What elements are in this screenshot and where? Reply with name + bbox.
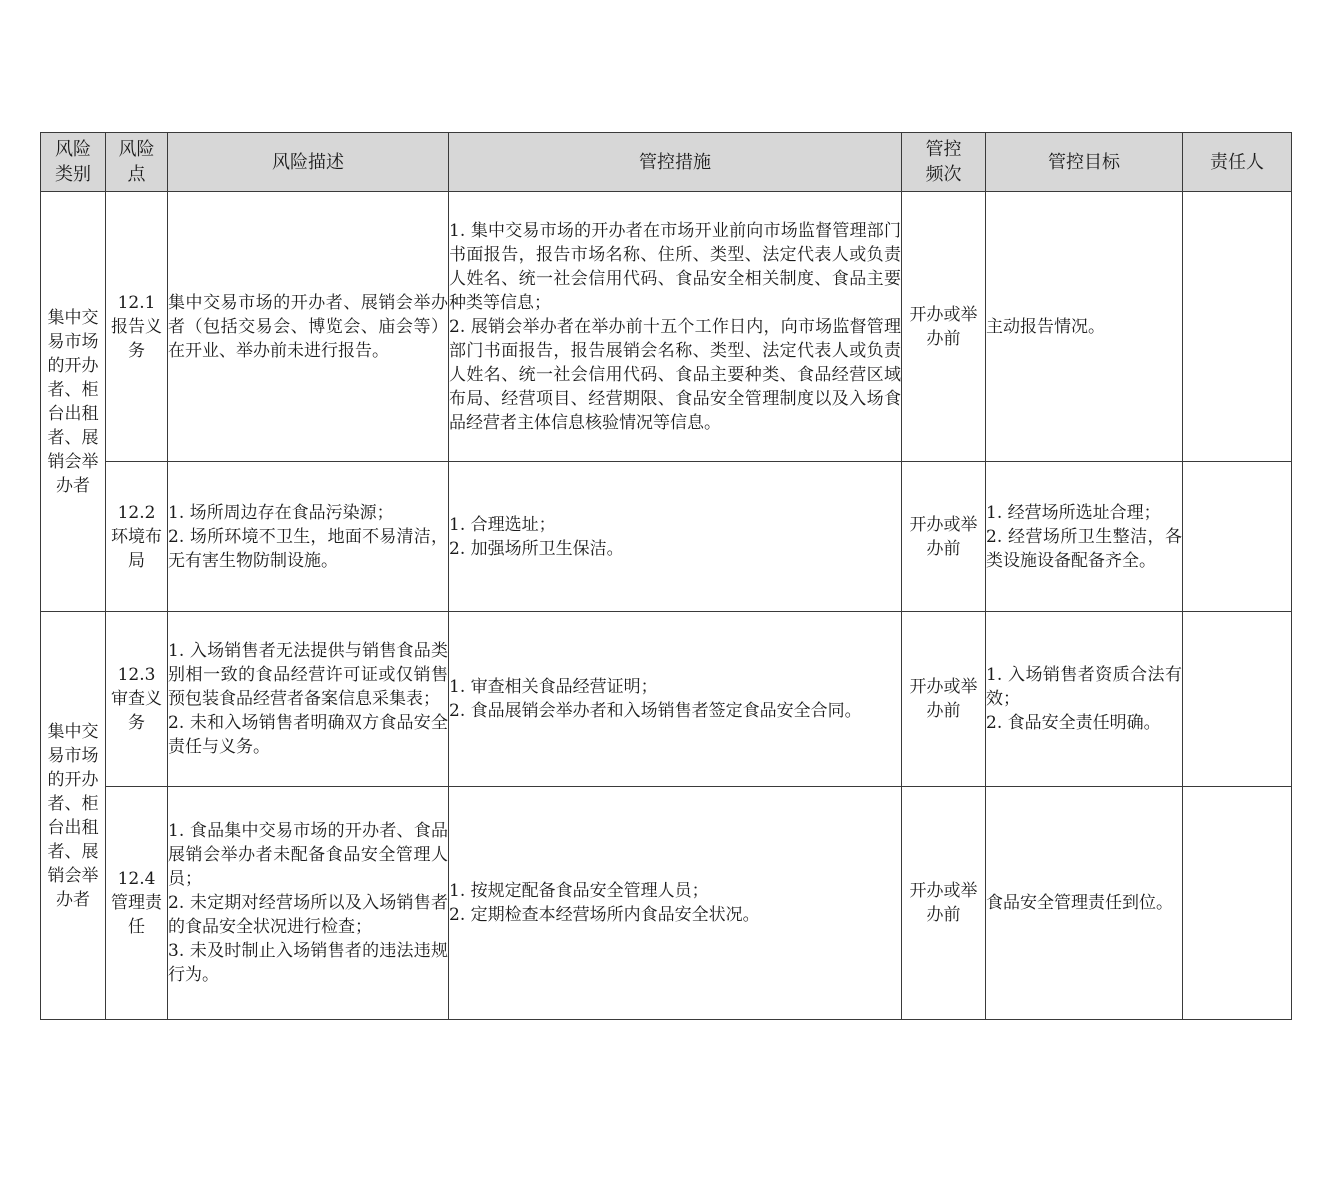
description-line: 集中交易市场的开办者、展销会举办者（包括交易会、博览会、庙会等）在开业、举办前未进行报告。 [168, 292, 448, 361]
table-row [41, 612, 1292, 787]
risk-point-cell [106, 462, 168, 612]
risk-control-table [40, 132, 1292, 1020]
description-line: 1. 场所周边存在食品污染源； [168, 502, 394, 523]
target-line: 食品安全管理责任到位。 [986, 893, 1173, 913]
header-category: 风险类别 [41, 133, 106, 192]
target-line: 2. 食品安全责任明确。 [986, 713, 1161, 733]
measure-line: 1. 审查相关食品经营证明； [449, 677, 658, 697]
control-frequency-cell: 开办或举办前 [902, 612, 986, 787]
risk-point-cell [106, 787, 168, 1020]
measure-line: 2. 加强场所卫生保洁。 [449, 538, 624, 559]
description-line: 1. 入场销售者无法提供与销售食品类别相一致的食品经营许可证或仅销售预包装食品经营者备案信息采集表； [168, 641, 448, 709]
table-row [41, 462, 1292, 612]
risk-description-cell [168, 192, 449, 462]
risk-point-cell [106, 192, 168, 462]
description-line: 2. 未和入场销售者明确双方食品安全责任与义务。 [168, 713, 448, 757]
risk-point-name: 报告义务 [111, 316, 162, 361]
measure-line: 1. 集中交易市场的开办者在市场开业前向市场监督管理部门书面报告，报告市场名称、住所、类型、法定代表人或负责人姓名、统一社会信用代码、食品安全相关制度、食品主要种类等信息； [449, 220, 901, 313]
risk-category-cell: 集中交易市场的开办者、柜台出租者、展销会举办者 [41, 192, 106, 612]
risk-point-number: 12.4 [117, 869, 156, 889]
header-frequency: 管控频次 [902, 133, 986, 192]
risk-point-number: 12.2 [117, 502, 156, 523]
risk-point-name: 环境布局 [111, 526, 162, 571]
control-target-cell [986, 787, 1183, 1020]
header-point: 风险点 [106, 133, 168, 192]
control-measures-cell [449, 192, 902, 462]
risk-description-cell [168, 787, 449, 1020]
risk-category-cell: 集中交易市场的开办者、柜台出租者、展销会举办者 [41, 612, 106, 1020]
target-line: 1. 入场销售者资质合法有效； [986, 665, 1182, 709]
control-frequency-cell: 开办或举办前 [902, 192, 986, 462]
description-line: 2. 场所环境不卫生，地面不易清洁，无有害生物防制设施。 [168, 526, 448, 571]
table-row [41, 787, 1292, 1020]
measure-line: 1. 按规定配备食品安全管理人员； [449, 881, 709, 901]
control-frequency-cell: 开办或举办前 [902, 787, 986, 1020]
control-frequency-cell: 开办或举办前 [902, 462, 986, 612]
measure-line: 2. 定期检查本经营场所内食品安全状况。 [449, 905, 760, 925]
responsible-person-cell [1183, 612, 1292, 787]
control-measures-cell [449, 462, 902, 612]
table-row [41, 192, 1292, 462]
target-line: 主动报告情况。 [986, 316, 1105, 337]
risk-description-cell [168, 612, 449, 787]
target-line: 1. 经营场所选址合理； [986, 502, 1161, 523]
responsible-person-cell [1183, 462, 1292, 612]
risk-point-number: 12.1 [117, 292, 156, 313]
header-owner: 责任人 [1183, 133, 1292, 192]
risk-point-name: 管理责任 [111, 893, 162, 937]
control-target-cell [986, 612, 1183, 787]
measure-line: 1. 合理选址； [449, 514, 556, 535]
control-measures-cell [449, 787, 902, 1020]
risk-point-name: 审查义务 [111, 689, 162, 733]
risk-description-cell [168, 462, 449, 612]
control-measures-cell [449, 612, 902, 787]
header-measures: 管控措施 [449, 133, 902, 192]
header-target: 管控目标 [986, 133, 1183, 192]
control-target-cell [986, 462, 1183, 612]
risk-point-cell [106, 612, 168, 787]
target-line: 2. 经营场所卫生整洁，各类设施设备配备齐全。 [986, 526, 1182, 571]
header-description: 风险描述 [168, 133, 449, 192]
responsible-person-cell [1183, 787, 1292, 1020]
measure-line: 2. 食品展销会举办者和入场销售者签定食品安全合同。 [449, 701, 862, 721]
description-line: 1. 食品集中交易市场的开办者、食品展销会举办者未配备食品安全管理人员； [168, 821, 448, 889]
table-header-row [41, 133, 1292, 192]
risk-point-number: 12.3 [117, 665, 156, 685]
description-line: 3. 未及时制止入场销售者的违法违规行为。 [168, 941, 448, 985]
measure-line: 2. 展销会举办者在举办前十五个工作日内，向市场监督管理部门书面报告，报告展销会名称、类型、法定代表人或负责人姓名、统一社会信用代码、食品主要种类、食品经营区域布局、经营项目、经营期限、食品安全管理制度以及入场食品经营者主体信息核验情况等信息。 [449, 316, 901, 433]
responsible-person-cell [1183, 192, 1292, 462]
description-line: 2. 未定期对经营场所以及入场销售者的食品安全状况进行检查； [168, 893, 448, 937]
control-target-cell [986, 192, 1183, 462]
